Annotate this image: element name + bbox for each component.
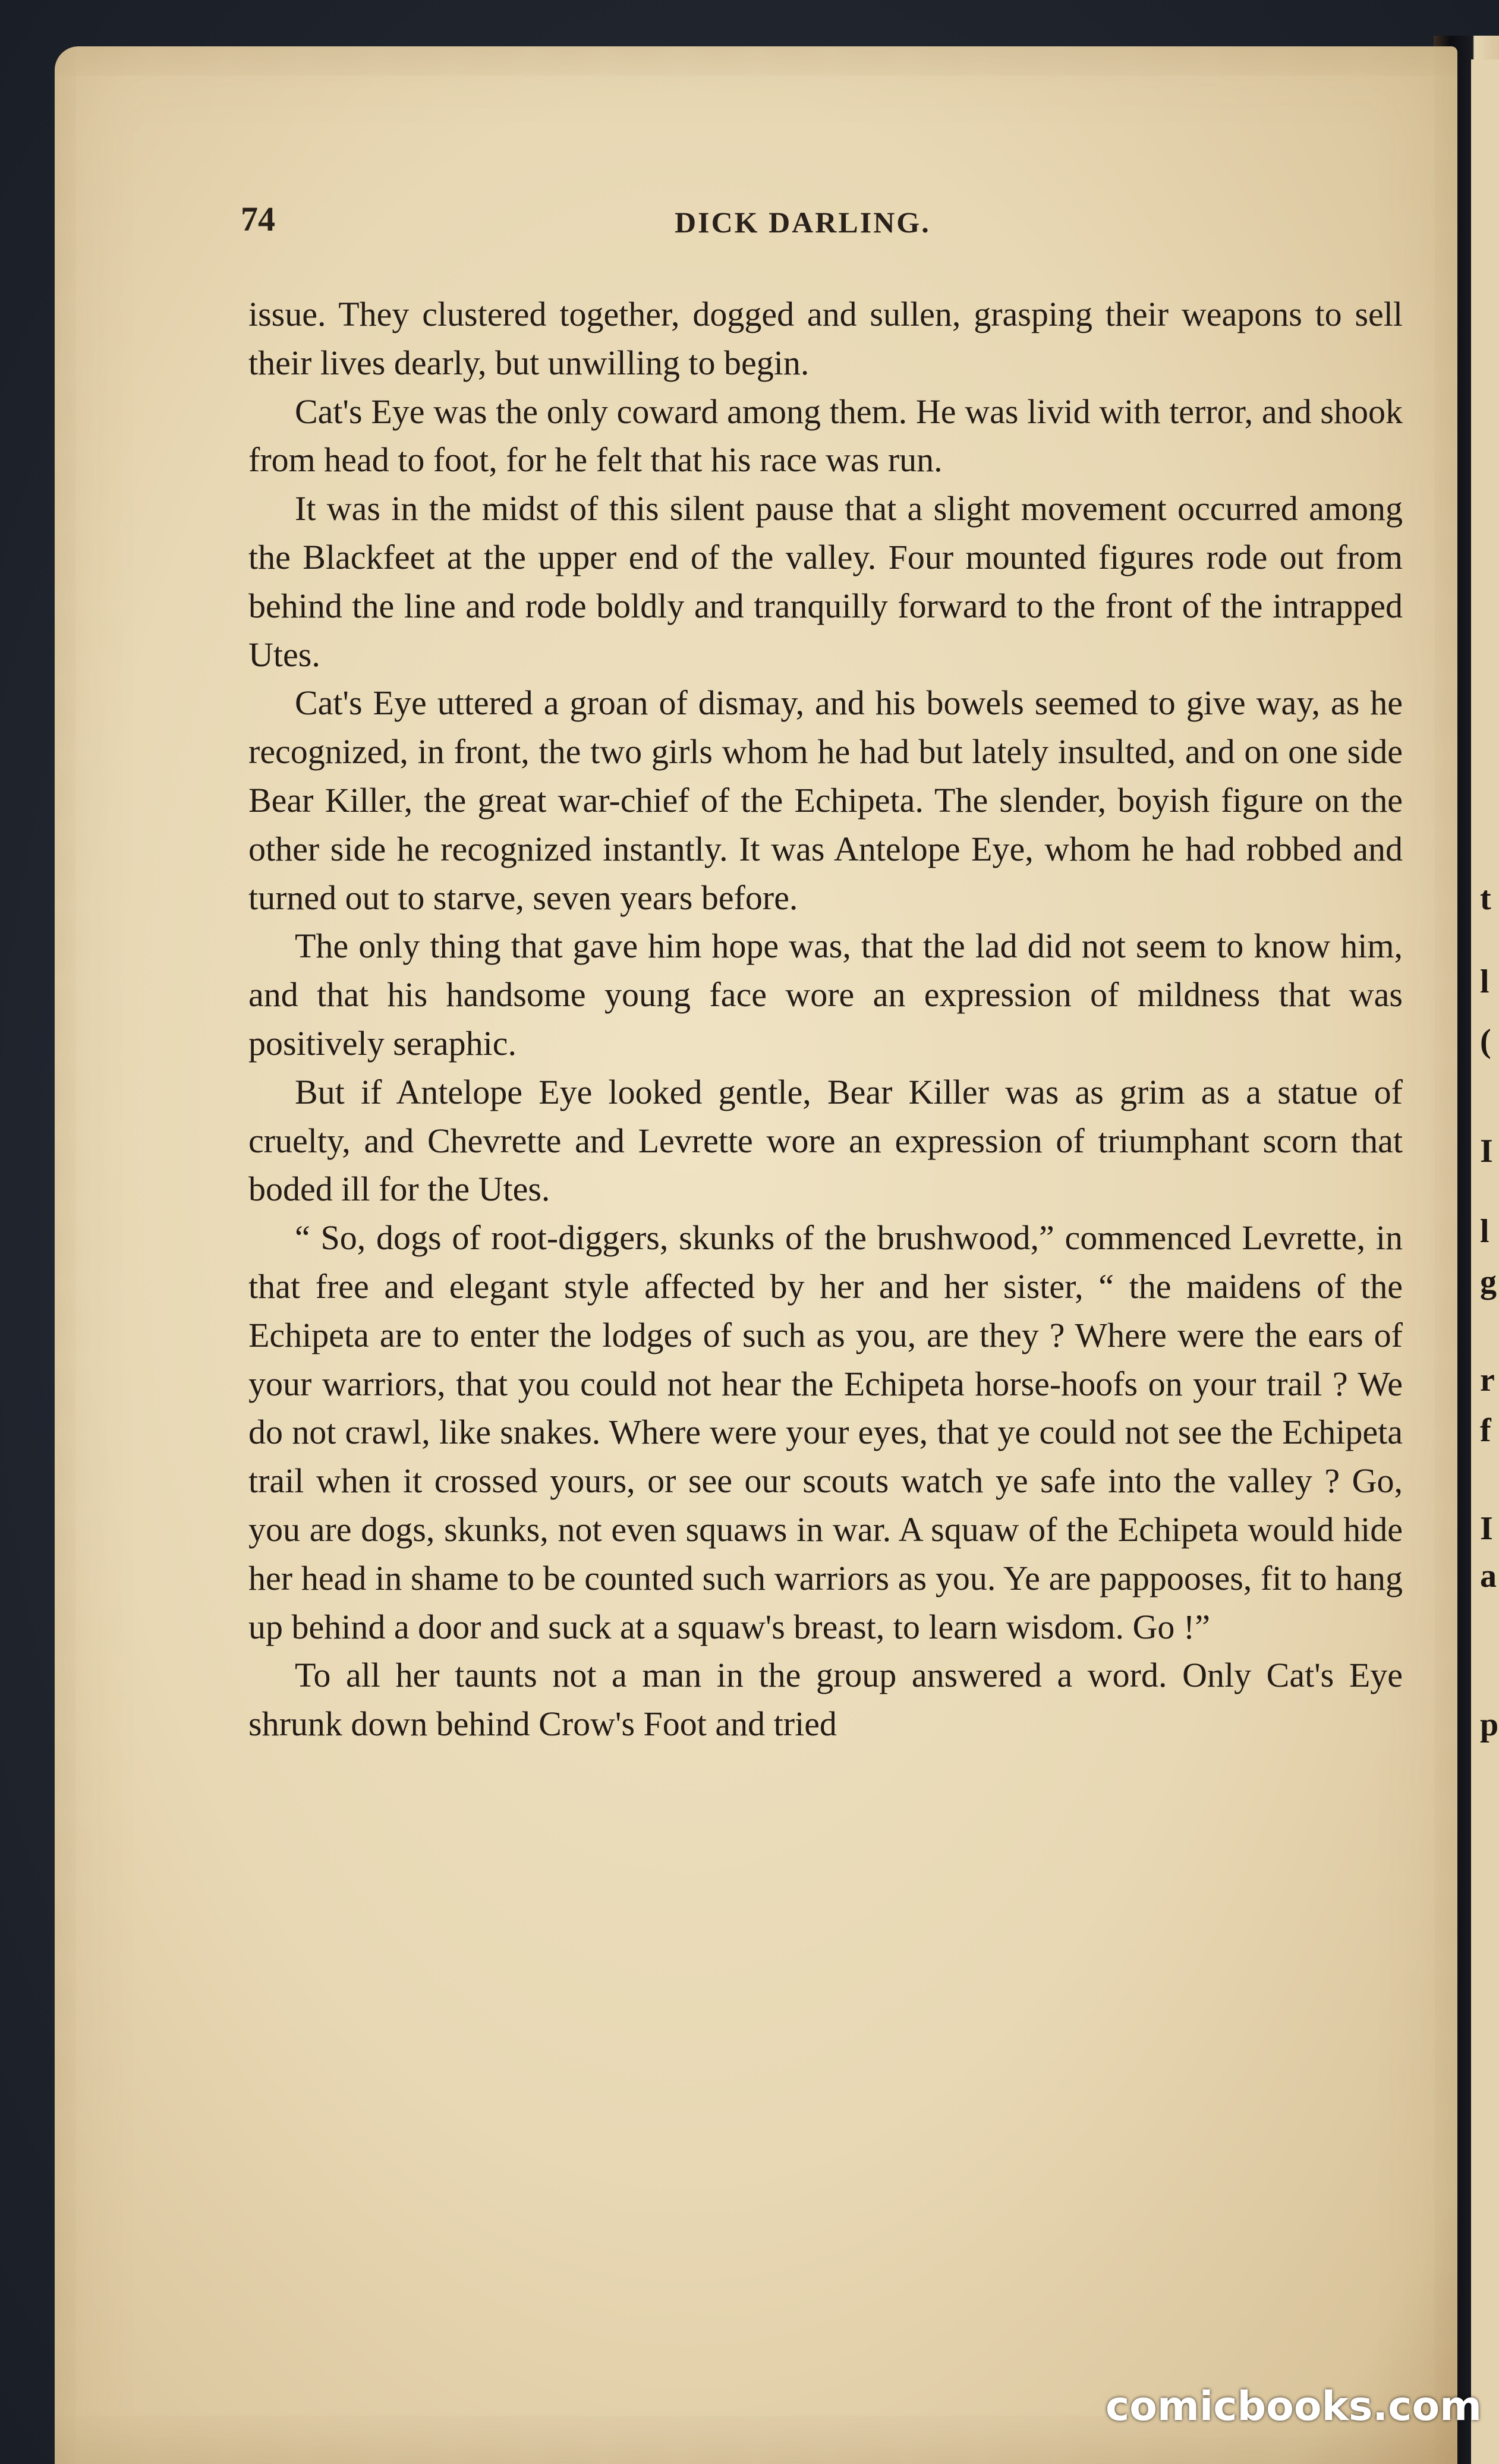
paragraph: Cat's Eye was the only coward among them. He was livid with terror, and shook from head to foot, for he felt that his race was run.	[248, 392, 1403, 480]
margin-fragment: l	[1480, 1213, 1489, 1250]
paragraph: The only thing that gave him hope was, that the lad did not seem to know him, and that his handsome young face wore an expression of mildness that was positively seraphic.	[248, 927, 1403, 1063]
margin-fragment: I	[1480, 1510, 1493, 1547]
paragraph: It was in the midst of this silent pause that a slight movement occurred among the Blackfeet at the upper end of the valley. Four mounted figures rode out from behind the line and rode boldly and tranquilly forward to the front of the intrapped Utes.	[248, 489, 1403, 674]
margin-fragment: a	[1480, 1558, 1497, 1595]
body-text	[248, 290, 1403, 1748]
margin-fragment: f	[1480, 1412, 1491, 1449]
running-head	[241, 199, 1429, 253]
facing-page-edge	[1471, 59, 1499, 2464]
book-title: DICK DARLING.	[675, 206, 931, 239]
paragraph: Cat's Eye uttered a groan of dismay, and his bowels seemed to give way, as he recognized, in front, the two girls whom he had but lately insulted, and on one side Bear Killer, the great war-chief of the Echipeta. The slender, boyish figure on the other side he recognized instantly. It was Antelope Eye, whom he had robbed and turned out to starve, seven years before.	[248, 683, 1403, 917]
margin-fragment: t	[1480, 880, 1491, 917]
margin-fragment: (	[1480, 1023, 1491, 1060]
margin-fragment: p	[1480, 1706, 1499, 1743]
paragraph: “ So, dogs of root-diggers, skunks of the brushwood,” commenced Levrette, in that free and elegant style affected by her and her sister, “ the maidens of the Echipeta are to enter the lodges of such as you, are they ? Where were the ears of your warriors, that you could not hear the Echipeta horse-hoofs on your trail ? We do not crawl, like snakes. Where were your eyes, that ye could not see the Echipeta trail when it crossed yours, or see our scouts watch ye safe into the valley ? Go, you are dogs, skunks, not even squaws in war. A squaw of the Echipeta would hide her head in shame to be counted such warriors as you. Ye are pappooses, fit to hang up behind a door and suck at a squaw's breast, to learn wisdom. Go !”	[248, 1218, 1403, 1646]
margin-fragment: g	[1480, 1263, 1497, 1300]
paragraph: To all her taunts not a man in the group answered a word. Only Cat's Eye shrunk down behind Crow's Foot and tried	[248, 1656, 1403, 1744]
watermark: comicbooks.com	[1106, 2383, 1482, 2430]
paragraph: But if Antelope Eye looked gentle, Bear Killer was as grim as a statue of cruelty, and Chevrette and Levrette wore an expression of triumphant scorn that boded ill for the Utes.	[248, 1072, 1403, 1209]
paragraph: issue. They clustered together, dogged and sullen, grasping their weapons to sell their lives dearly, but unwilling to begin.	[248, 295, 1403, 382]
margin-fragment: I	[1480, 1133, 1493, 1170]
margin-fragment: r	[1480, 1362, 1495, 1398]
margin-fragment: l	[1480, 963, 1489, 1000]
page-number: 74	[241, 200, 275, 238]
